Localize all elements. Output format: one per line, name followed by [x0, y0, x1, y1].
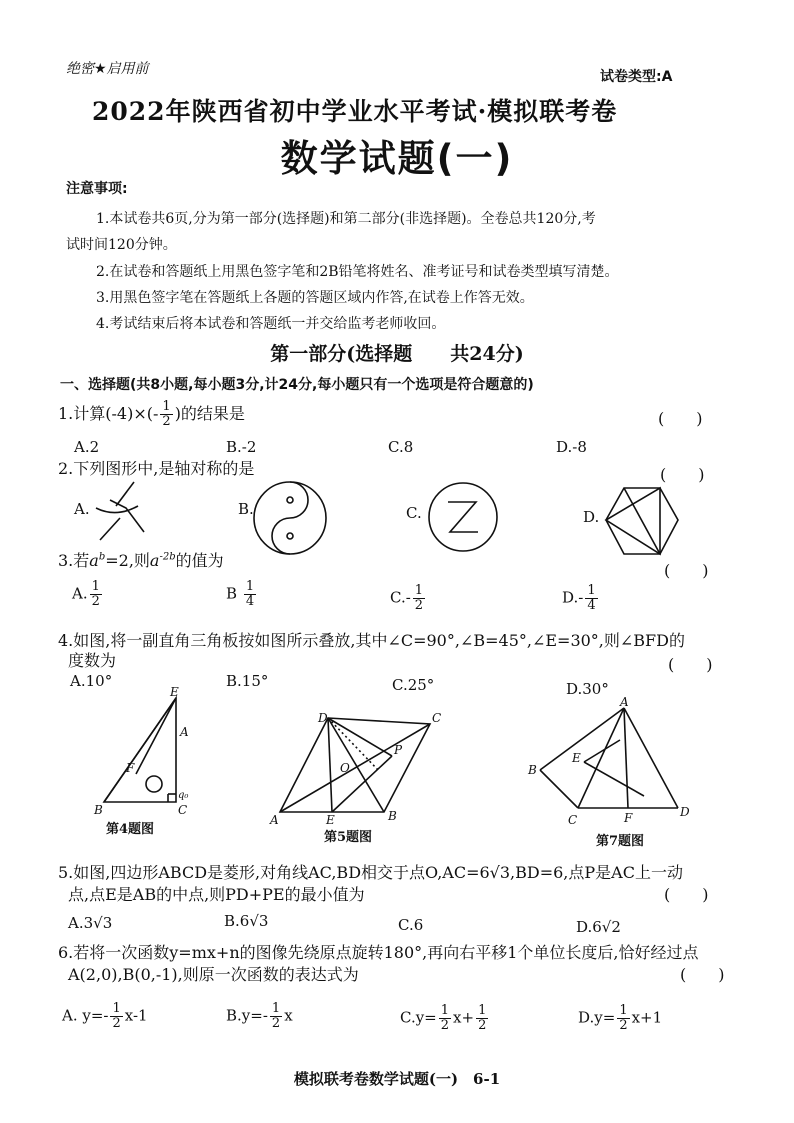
q3-option-a [72, 580, 104, 609]
f5-label-P: P [394, 743, 403, 757]
q6-a-num: 1 [112, 1001, 121, 1016]
f7-label-B: B [528, 763, 537, 777]
f7-label-D: D [680, 805, 690, 819]
q6-c-pre: C.y= [400, 1008, 437, 1027]
q2-figure-c [426, 480, 500, 554]
q6-b-post: x [284, 1006, 293, 1025]
q4-option-c: C.25° [392, 676, 435, 694]
q3-d-frac [585, 584, 597, 613]
q2-stem: 2.下列图形中,是轴对称的是 [58, 459, 255, 478]
q5-option-d: D.6√2 [576, 918, 621, 936]
q3-c-den: 2 [414, 598, 424, 613]
f5-label-C: C [432, 711, 442, 725]
q6-c-frac2 [476, 1004, 488, 1033]
q1-answer-paren: ( ) [658, 409, 703, 428]
f4-label-A: A [180, 725, 189, 739]
q6-a-frac [110, 1002, 122, 1031]
q3-pre: 3.若 [58, 551, 90, 570]
q6-c-mid: x+ [453, 1008, 475, 1027]
q3-base2: a [149, 551, 160, 570]
q3-exp: b [98, 551, 106, 563]
caption-q5: 第5题图 [324, 830, 373, 845]
note-3: 3.用黑色签字笔在答题纸上各题的答题区域内作答,在试卷上作答无效。 [96, 290, 534, 306]
exam-title: 2022年陕西省初中学业水平考试·模拟联考卷 [92, 97, 618, 126]
f7-label-A: A [620, 695, 629, 709]
q3-d-den: 4 [587, 598, 596, 613]
q3-a-frac [90, 580, 102, 609]
q6-option-d [578, 1004, 662, 1033]
q2-option-b: B. [238, 500, 254, 518]
q2-figure-d [604, 484, 682, 560]
q3-base: a [89, 551, 99, 570]
q1-stem [58, 400, 245, 429]
notes-heading: 注意事项: [66, 181, 128, 197]
q4-option-d: D.30° [566, 680, 609, 698]
q6-option-c [400, 1004, 490, 1033]
q5-option-c: C.6 [398, 916, 424, 934]
figure-q4 [92, 685, 212, 817]
q5-option-b: B.6√3 [224, 912, 269, 930]
f5-label-D: D [318, 711, 328, 725]
q1-post: )的结果是 [174, 404, 245, 423]
q3-b-frac [244, 580, 256, 609]
paper-type: 试卷类型:A [600, 69, 673, 85]
f4-label-C: C [178, 803, 188, 817]
q5-line1: 5.如图,四边形ABCD是菱形,对角线AC,BD相交于点O,AC=6√3,BD=6,点P是AC上一动 [58, 863, 683, 882]
q3-mid: =2,则 [105, 551, 150, 570]
q3-option-b [226, 580, 258, 609]
q6-line1: 6.若将一次函数y=mx+n的图像先绕原点旋转180°,再向右平移1个单位长度后,恰好经过点 [58, 943, 699, 962]
q3-d-num: 1 [587, 583, 596, 598]
f4-label-q: q₀ [178, 790, 189, 801]
q3-d-label: D.- [562, 588, 584, 607]
secret-label: 绝密★启用前 [66, 61, 149, 77]
f5-label-A: A [270, 813, 279, 827]
q3-stem [58, 548, 224, 571]
page-footer: 模拟联考卷数学试题(一) 6-1 [293, 1070, 501, 1088]
q4-line1: 4.如图,将一副直角三角板按如图所示叠放,其中∠C=90°,∠B=45°,∠E=30°,则∠BFD的 [58, 631, 685, 650]
q1-option-a: A.2 [74, 438, 100, 456]
q2-option-d: D. [583, 508, 600, 526]
q3-option-c [390, 584, 427, 613]
q2-figure-b [250, 478, 330, 558]
q1-option-b: B.-2 [226, 438, 257, 456]
q6-b-pre: B.y=- [226, 1006, 268, 1025]
f7-label-C: C [568, 813, 578, 827]
q1-pre: 1.计算(-4)×(- [58, 404, 159, 423]
q3-post: 的值为 [175, 551, 224, 570]
q4-answer-paren: ( ) [668, 655, 713, 674]
f5-label-E: E [326, 813, 335, 827]
f5-label-O: O [340, 761, 350, 775]
q6-d-den: 2 [619, 1018, 628, 1033]
q2-answer-paren: ( ) [660, 465, 705, 484]
q3-a-num: 1 [91, 579, 100, 594]
q6-c-den1: 2 [440, 1018, 450, 1033]
q1-option-d: D.-8 [556, 438, 587, 456]
q4-option-a: A.10° [70, 672, 113, 690]
q6-a-post: x-1 [124, 1006, 148, 1025]
q6-d-pre: D.y= [578, 1008, 616, 1027]
q3-a-den: 2 [91, 594, 100, 609]
f4-label-E: E [170, 685, 179, 699]
q6-b-frac [270, 1002, 282, 1031]
q3-c-num: 1 [414, 583, 424, 598]
q6-answer-paren: ( ) [680, 965, 725, 984]
q6-b-den: 2 [271, 1016, 281, 1031]
q6-d-post: x+1 [631, 1008, 663, 1027]
q6-c-num2: 1 [478, 1003, 487, 1018]
q2-option-c: C. [406, 504, 422, 522]
q6-option-b [226, 1002, 293, 1031]
q4-line2: 度数为 [68, 651, 117, 670]
note-1-cont: 试时间120分钟。 [66, 237, 177, 253]
q3-option-d [562, 584, 600, 613]
f7-label-E: E [572, 751, 581, 765]
q1-num: 1 [162, 399, 171, 414]
figure-q7 [520, 695, 700, 827]
f7-label-F: F [624, 811, 633, 825]
q5-option-a: A.3√3 [68, 914, 113, 932]
caption-q4: 第4题图 [106, 822, 155, 837]
q3-c-label: C.- [390, 588, 411, 607]
q2-figure-a [86, 478, 166, 548]
q6-b-num: 1 [271, 1001, 281, 1016]
q6-option-a [62, 1002, 148, 1031]
q6-a-den: 2 [112, 1016, 121, 1031]
q3-b-num: 1 [245, 579, 255, 594]
section-heading: 一、选择题(共8小题,每小题3分,计24分,每小题只有一个选项是符合题意的) [60, 377, 534, 393]
figure-q5 [268, 711, 448, 827]
subject-title: 数学试题(一) [280, 137, 514, 180]
q1-option-c: C.8 [388, 438, 414, 456]
q6-c-den2: 2 [478, 1018, 487, 1033]
q3-c-frac [413, 584, 425, 613]
q3-exp2: -2b [159, 551, 176, 563]
note-1: 1.本试卷共6页,分为第一部分(选择题)和第二部分(非选择题)。全卷总共120分,考 [96, 211, 596, 227]
q4-option-b: B.15° [226, 672, 269, 690]
q1-fraction [160, 400, 172, 429]
f5-label-B: B [388, 809, 397, 823]
q3-b-label: B [226, 584, 238, 603]
q6-d-num: 1 [619, 1003, 628, 1018]
q3-answer-paren: ( ) [664, 561, 709, 580]
q6-c-num1: 1 [440, 1003, 450, 1018]
q3-a-label: A. [72, 584, 88, 603]
f4-label-F: F [126, 761, 135, 775]
q6-line2: A(2,0),B(0,-1),则原一次函数的表达式为 [68, 965, 359, 984]
caption-q7: 第7题图 [596, 834, 645, 849]
q6-a-pre: A. y=- [62, 1006, 109, 1025]
f4-label-B: B [94, 803, 103, 817]
q6-c-frac1 [439, 1004, 451, 1033]
q5-line2: 点,点E是AB的中点,则PD+PE的最小值为 [68, 885, 365, 904]
note-2: 2.在试卷和答题纸上用黑色签字笔和2B铅笔将姓名、准考证号和试卷类型填写清楚。 [96, 264, 619, 280]
q6-d-frac [617, 1004, 629, 1033]
q2-option-a: A. [74, 500, 90, 518]
q1-den: 2 [162, 414, 171, 429]
q3-b-den: 4 [245, 594, 255, 609]
part1-title: 第一部分(选择题 共24分) [270, 343, 524, 365]
q5-answer-paren: ( ) [664, 885, 709, 904]
note-4: 4.考试结束后将本试卷和答题纸一并交给监考老师收回。 [96, 316, 446, 332]
